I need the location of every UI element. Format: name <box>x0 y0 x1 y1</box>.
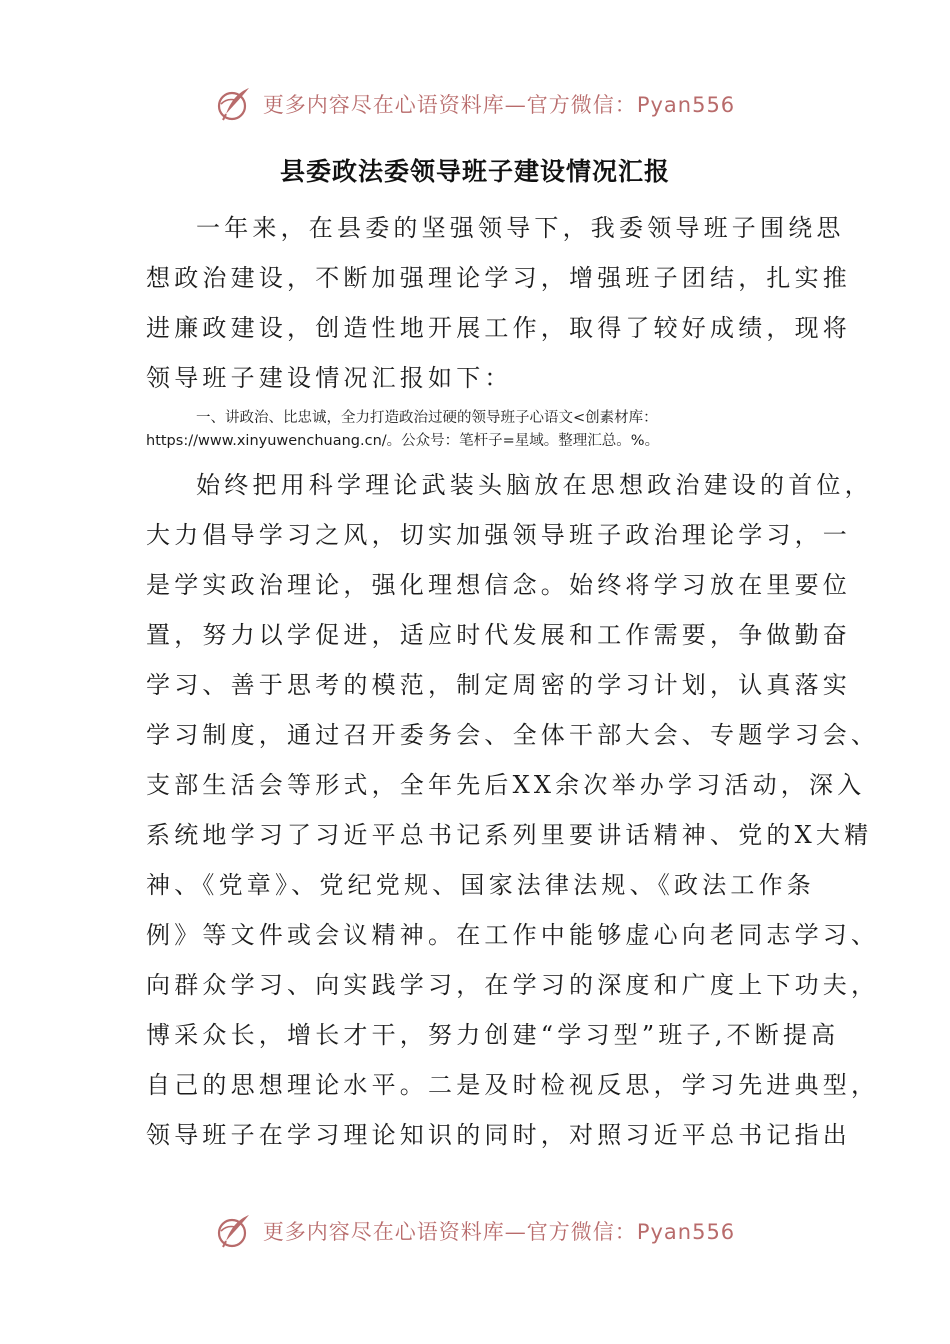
body-line: 神、《党章》、党纪党规、国家法律法规、《政法工作条 <box>146 871 815 899</box>
body-line: 领导班子在学习理论知识的同时，对照习近平总书记指出 <box>146 1121 851 1149</box>
watermark-banner-bottom <box>0 1207 950 1255</box>
body-line: 始终把用科学理论武装头脑放在思想政治建设的首位， <box>196 471 873 499</box>
body-line: 例》等文件或会议精神。在工作中能够虚心向老同志学习、 <box>146 921 880 949</box>
intro-line: 进廉政建设，创造性地开展工作，取得了较好成绩，现将 <box>146 314 851 342</box>
intro-line: 一年来，在县委的坚强领导下，我委领导班子围绕思 <box>196 214 845 242</box>
body-line: 系统地学习了习近平总书记系列里要讲话精神、党的X大精 <box>146 821 873 849</box>
quill-logo-icon <box>215 1211 255 1251</box>
intro-line: 领导班子建设情况汇报如下： <box>146 364 513 392</box>
body-line: 置，努力以学促进，适应时代发展和工作需要，争做勤奋 <box>146 621 851 649</box>
body-line: 博采众长，增长才干，努力创建“学习型”班子,不断提高 <box>146 1021 840 1049</box>
body-line: 支部生活会等形式，全年先后XX余次举办学习活动，深入 <box>146 771 866 799</box>
body-line: 是学实政治理论，强化理想信念。始终将学习放在里要位 <box>146 571 851 599</box>
watermark-text: 更多内容尽在心语资料库—官方微信：Pyan556 <box>262 1220 736 1244</box>
body-line: 学习制度，通过召开委务会、全体干部大会、专题学习会、 <box>146 721 880 749</box>
body-line: 向群众学习、向实践学习，在学习的深度和广度上下功夫， <box>146 971 880 999</box>
body-line: 大力倡导学习之风，切实加强领导班子政治理论学习，一 <box>146 521 851 549</box>
section-heading-line: 一、讲政治、比忠诚，全力打造政治过硬的领导班子心语文<创素材库： <box>196 410 658 426</box>
quill-logo-icon <box>215 84 255 124</box>
watermark-text: 更多内容尽在心语资料库—官方微信：Pyan556 <box>262 93 736 117</box>
body-line: 自己的思想理论水平。二是及时检视反思，学习先进典型， <box>146 1071 880 1099</box>
section-heading-line: https://www.xinyuwenchuang.cn/。公众号：笔杆子=星域。整理汇总。%。 <box>146 433 660 449</box>
page-title: 县委政法委领导班子建设情况汇报 <box>279 157 670 186</box>
body-line: 学习、善于思考的模范，制定周密的学习计划，认真落实 <box>146 671 851 699</box>
intro-line: 想政治建设，不断加强理论学习，增强班子团结，扎实推 <box>146 264 851 292</box>
watermark-banner-top <box>0 80 950 128</box>
